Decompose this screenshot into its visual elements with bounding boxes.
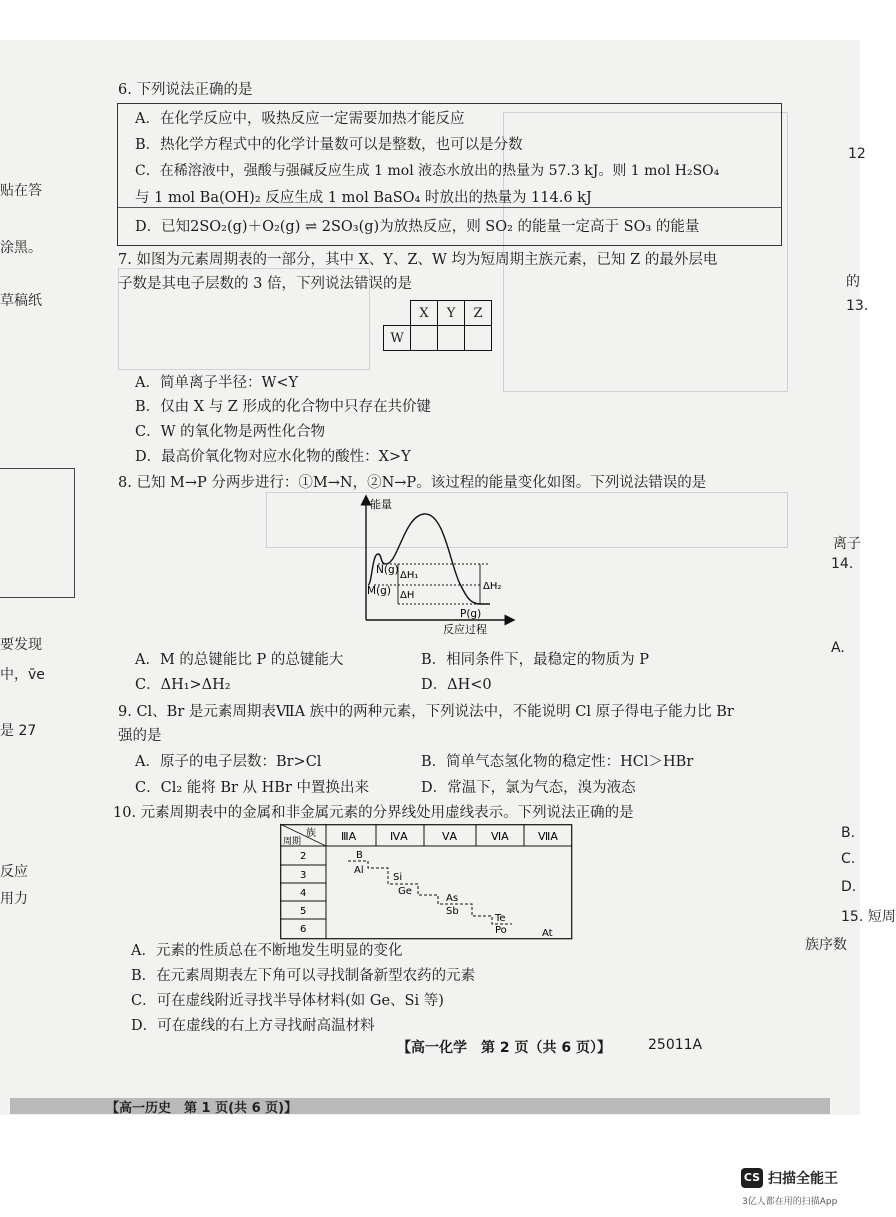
element-te: Te [495, 913, 506, 924]
element-po: Po [495, 925, 507, 936]
paper-code: 25011A [648, 1037, 703, 1053]
group-7a: ⅦA [538, 830, 558, 843]
camscanner-tagline: 3亿人都在用的扫描App [742, 1197, 838, 1207]
right-edge-10: 15. 短周 [841, 909, 896, 925]
q10-stem: 10. 元素周期表中的金属和非金属元素的分界线处用虚线表示。下列说法正确的是 [113, 805, 634, 821]
right-edge-11: 族序数 [805, 937, 847, 953]
reaction-label: 反应过程 [443, 623, 487, 636]
left-edge-6: 是 27 [0, 723, 37, 739]
left-edge-1: 贴在答 [0, 183, 42, 199]
camscanner-logo-icon: CS [741, 1168, 763, 1188]
energy-diagram [340, 492, 540, 642]
metal-nonmetal-table [280, 824, 580, 944]
q6-stem: 6. 下列说法正确的是 [118, 82, 253, 98]
element-at: At [542, 928, 553, 939]
q9-option-c: C．Cl₂ 能将 Br 从 HBr 中置换出来 [135, 780, 370, 796]
m-label: M(g) [367, 585, 391, 597]
corner-group-label: 族 [306, 828, 316, 839]
cell-w: W [384, 326, 411, 351]
corner-period-label: 周期 [283, 837, 302, 847]
right-edge-9: D. [841, 879, 857, 895]
p-label: P(g) [460, 608, 482, 620]
left-edge-box [0, 468, 75, 598]
period-5: 5 [300, 906, 307, 917]
q9-option-a: A．原子的电子层数：Br>Cl [135, 754, 322, 770]
group-4a: ⅣA [390, 830, 408, 843]
q8-option-c: C．ΔH₁>ΔH₂ [135, 677, 231, 693]
cell-empty-2 [438, 326, 465, 351]
left-edge-8: 用力 [0, 891, 28, 907]
q6-option-c2: 与 1 mol Ba(OH)₂ 反应生成 1 mol BaSO₄ 时放出的热量为 114.6 kJ [135, 190, 592, 206]
q10-option-d: D．可在虚线的右上方寻找耐高温材料 [131, 1018, 375, 1034]
element-b: B [356, 850, 363, 861]
left-edge-2: 涂黑。 [0, 240, 42, 256]
right-edge-3: 13. [846, 298, 869, 314]
boundary-dashed-line [348, 861, 512, 924]
bottom-strip-text: 【高一历史 第 1 页(共 6 页)】 [106, 1101, 298, 1116]
camscanner-name: 扫描全能王 [768, 1171, 838, 1187]
right-edge-4: 离子 [833, 536, 861, 552]
cell-z: Z [465, 301, 492, 326]
q10-option-c: C．可在虚线附近寻找半导体材料(如 Ge、Si 等) [131, 993, 444, 1009]
q8-option-a: A．M 的总键能比 P 的总键能大 [135, 652, 344, 668]
dh1-label: ΔH₁ [400, 570, 419, 581]
q6-option-b: B．热化学方程式中的化学计量数可以是整数，也可以是分数 [135, 137, 523, 153]
period-6: 6 [300, 924, 307, 935]
right-edge-2: 的 [846, 274, 860, 290]
cell-empty-1 [411, 326, 438, 351]
element-al: Al [354, 865, 364, 876]
n-label: N(g) [376, 564, 399, 576]
q8-option-d: D．ΔH<0 [421, 677, 492, 693]
q7-option-c: C．W 的氧化物是两性化合物 [135, 424, 326, 440]
q8-stem: 8. 已知 M→P 分两步进行：①M→N，②N→P。该过程的能量变化如图。下列说法错误的是 [118, 475, 707, 491]
right-edge-6: A. [831, 640, 845, 656]
q7-stem-line1: 7. 如图为元素周期表的一部分，其中 X、Y、Z、W 均为短周期主族元素，已知 Z 的最外层电 [118, 252, 718, 268]
cell-y: Y [438, 301, 465, 326]
left-edge-3: 草稿纸 [0, 293, 42, 309]
element-sb: Sb [446, 906, 459, 917]
period-3: 3 [300, 870, 307, 881]
dh2-label: ΔH₂ [483, 581, 502, 592]
left-edge-box-line [0, 597, 74, 598]
q10-option-b: B．在元素周期表左下角可以寻找制备新型农药的元素 [131, 968, 476, 984]
right-edge-8: C. [841, 851, 856, 867]
q7-stem-line2: 子数是其电子层数的 3 倍，下列说法错误的是 [118, 276, 412, 292]
q10-option-a: A．元素的性质总在不断地发生明显的变化 [131, 943, 403, 959]
q6-option-d: D．已知2SO₂(g)＋O₂(g) ⇌ 2SO₃(g)为放热反应，则 SO₂ 的能量一定高于 SO₃ 的能量 [135, 219, 700, 235]
page-footer: 【高一化学 第 2 页（共 6 页）】 [397, 1040, 611, 1056]
dh-label: ΔH [400, 590, 415, 601]
element-si: Si [393, 872, 403, 883]
cell-x: X [411, 301, 438, 326]
left-edge-5: 中，v̄e [0, 667, 45, 683]
group-6a: ⅥA [491, 830, 509, 843]
q6-option-c1: C．在稀溶液中，强酸与强碱反应生成 1 mol 液态水放出的热量为 57.3 kJ。则 1 mol H₂SO₄ [135, 163, 720, 179]
period-4: 4 [300, 888, 307, 899]
q9-option-d: D．常温下，氯为气态，溴为液态 [421, 780, 636, 796]
right-edge-1: 12 [848, 146, 866, 162]
element-as: As [446, 893, 459, 904]
right-edge-5: 14. [831, 556, 854, 572]
q9-stem-line1: 9. Cl、Br 是元素周期表ⅦA 族中的两种元素，下列说法中，不能说明 Cl 原子得电子能力比 Br [118, 704, 734, 720]
group-5a: ⅤA [442, 830, 458, 843]
q9-option-b: B．简单气态氢化物的稳定性：HCl＞HBr [421, 754, 694, 770]
q7-option-b: B．仅由 X 与 Z 形成的化合物中只存在共价键 [135, 399, 431, 415]
q7-option-a: A．简单离子半径：W<Y [135, 375, 299, 391]
right-edge-7: B. [841, 825, 856, 841]
bottom-strip [10, 1098, 830, 1114]
q6-option-a: A．在化学反应中，吸热反应一定需要加热才能反应 [135, 111, 465, 127]
period-2: 2 [300, 851, 307, 862]
group-3a: ⅢA [341, 830, 357, 843]
left-edge-4: 要发现 [0, 637, 42, 653]
cell-empty-3 [465, 326, 492, 351]
q9-stem-line2: 强的是 [118, 728, 162, 744]
element-ge: Ge [398, 886, 412, 897]
energy-label: 能量 [370, 498, 392, 511]
q7-option-d: D．最高价氧化物对应水化物的酸性：X>Y [135, 449, 411, 465]
periodic-table-fragment [383, 300, 492, 351]
left-edge-7: 反应 [0, 864, 28, 880]
q8-option-b: B．相同条件下，最稳定的物质为 P [421, 652, 650, 668]
